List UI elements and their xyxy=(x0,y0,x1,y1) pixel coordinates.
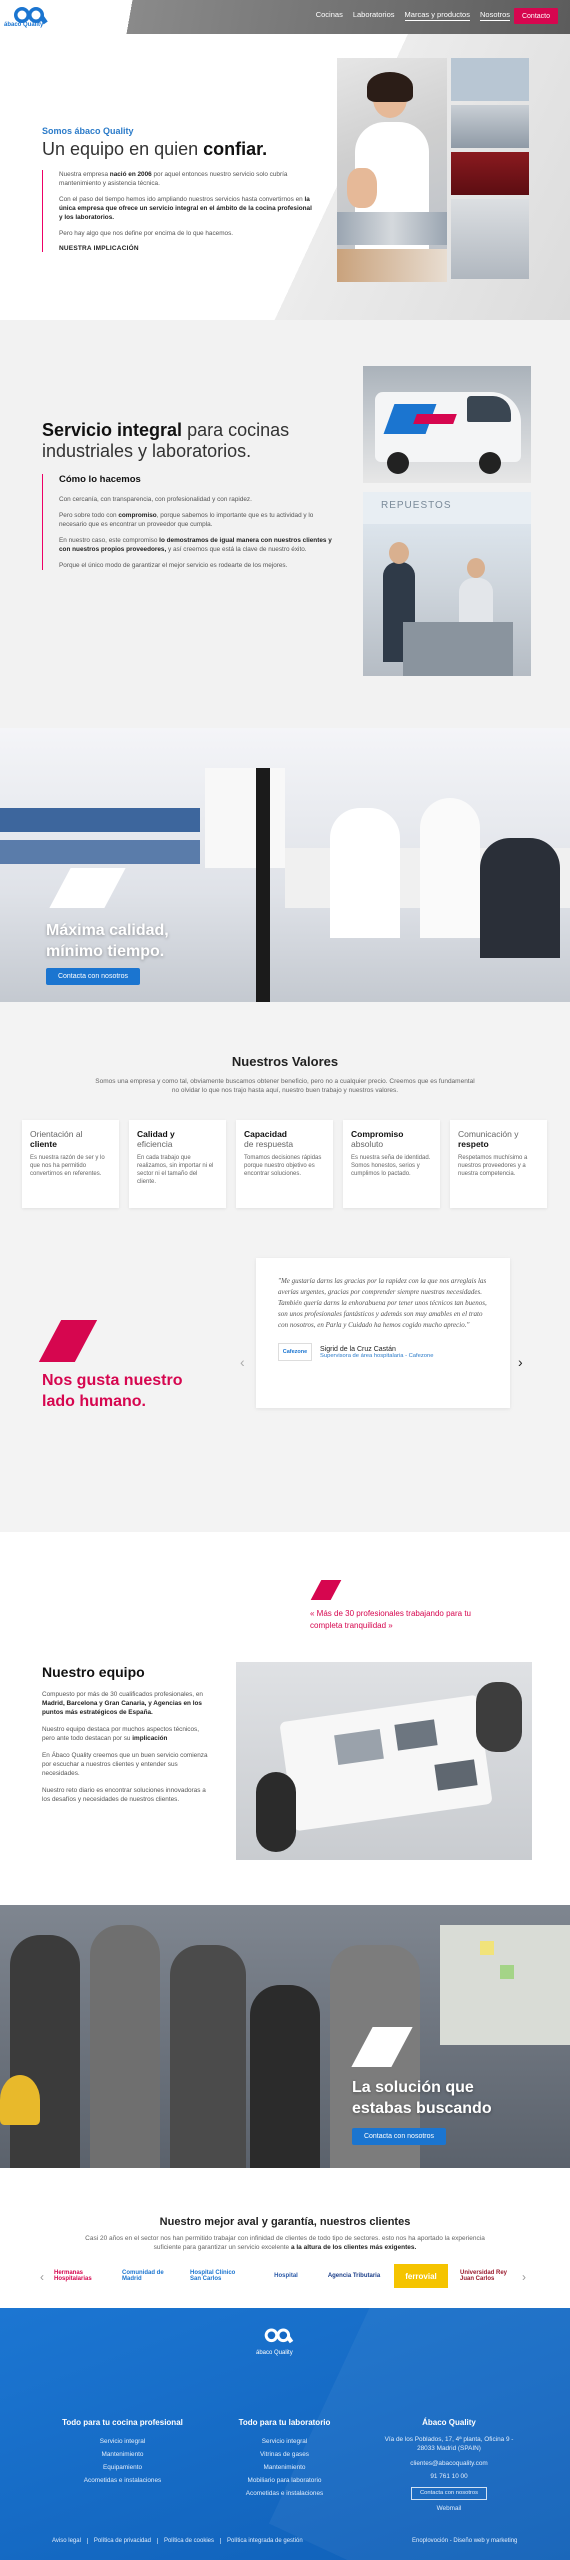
como-title: Cómo lo hacemos xyxy=(59,474,141,485)
site-footer xyxy=(0,2308,570,2560)
equipo-copy xyxy=(42,1664,212,1812)
carousel-next-icon[interactable]: › xyxy=(518,1354,523,1370)
footer-link[interactable]: Equipamiento xyxy=(102,2464,143,2471)
footer-link[interactable]: Servicio integral xyxy=(99,2438,146,2445)
client-logo[interactable]: Comunidad de Madrid xyxy=(122,2270,164,2282)
footer-address-2: 28033 Madrid (SPAIN) xyxy=(417,2445,481,2452)
legal-link[interactable]: Política de cookies xyxy=(158,2538,221,2544)
valor-card xyxy=(22,1120,119,1208)
footer-link[interactable]: Mobiliario para laboratorio xyxy=(247,2477,322,2484)
testimonial-card xyxy=(256,1258,510,1408)
valor-card-title: Calidad y eficiencia xyxy=(137,1129,175,1149)
testimonial-quote: "Me gustaría darns las gracias por la rapidez con la que nos arreglais las averías urgentes, gracias por comprender siempre nuestras necesidades. También quería darns la enhorabuena por tener unos técnicos tan buenos, son unos profesionales fantásticos y además son muy amables en el trato con nosotros, en Parla y Cuidado ha hemos cogido mucho aprecio." xyxy=(278,1277,487,1329)
client-logos xyxy=(54,2264,516,2288)
valor-card-title: Orientación al cliente xyxy=(30,1129,83,1149)
clients-subtitle: Casi 20 años en el sector nos han permitido trabajar con infinidad de clientes de todo tipo de sectores. esto nos ha aportado la experiencia suficiente para garantizar un servicio excelente a la altura de los clientes más exigentes. xyxy=(85,2235,485,2251)
carousel-prev-icon[interactable]: ‹ xyxy=(240,1354,245,1370)
valor-card-title: Compromiso absoluto xyxy=(351,1129,404,1149)
equipo-tagline: « Más de 30 profesionales trabajando para tu completa tranquilidad » xyxy=(310,1609,471,1630)
equipo-paragraph: En Ábaco Quality creemos que un buen servicio comienza por escuchar a nuestros clientes y entender sus necesidades. xyxy=(42,1752,208,1777)
valor-card-text: En cada trabajo que realizamos, sin importar ni el sector ni el tamaño del cliente. xyxy=(137,1155,214,1185)
footer-col-title: Todo para tu laboratorio xyxy=(238,2418,331,2427)
clients-next-icon[interactable]: › xyxy=(522,2270,526,2284)
hero-text-block xyxy=(42,170,312,252)
van-photo xyxy=(363,366,531,483)
banner1-contact-button[interactable]: Contacta con nosotros xyxy=(46,968,140,985)
main-nav xyxy=(316,10,510,21)
servicio-paragraph: Pero sobre todo con compromiso, porque sabemos lo importante que es tu actividad y lo necesario que es encontrar un proveedor que cumpla. xyxy=(59,512,314,528)
servicio-paragraph: Con cercanía, con transparencia, con profesionalidad y con rapidez. xyxy=(59,496,252,503)
hero-paragraph: Nuestra empresa nació en 2006 por aquel entonces nuestro servicio solo cubría mantenimiento y asistencia técnica. xyxy=(59,171,288,187)
valor-card-text: Es nuestra seña de identidad. Somos honestos, serios y cumplimos lo pactado. xyxy=(351,1155,431,1177)
implicacion-link[interactable]: NUESTRA IMPLICACIÓN xyxy=(59,245,139,252)
hero-thumb-team xyxy=(337,212,447,245)
footer-col-title: Todo para tu cocina profesional xyxy=(62,2418,183,2427)
footer-link[interactable]: Mantenimiento xyxy=(263,2464,306,2471)
footer-col-cocina xyxy=(50,2418,195,2487)
servicio-text-block xyxy=(42,474,332,570)
logo-text: ábaco Quality xyxy=(4,22,44,28)
servicio-paragraph: Porque el único modo de garantizar el mejor servicio es rodearte de los mejores. xyxy=(59,562,288,569)
testimonial-author xyxy=(278,1343,488,1361)
hero-thumb-oven xyxy=(451,152,529,195)
hero-thumb-machine xyxy=(451,199,529,279)
meeting-photo xyxy=(236,1662,532,1860)
repuestos-sign: REPUESTOS xyxy=(381,500,452,511)
valor-card xyxy=(129,1120,226,1208)
client-logo[interactable]: Hermanas Hospitalarias xyxy=(54,2270,92,2282)
hero-title: Un equipo en quien confiar. xyxy=(42,139,268,159)
legal-link[interactable]: Política de privacidad xyxy=(88,2538,158,2544)
footer-link[interactable]: Acometidas e instalaciones xyxy=(83,2477,162,2484)
valores-cards xyxy=(22,1120,548,1208)
hero-thumb-staff xyxy=(337,249,447,282)
author-name: Sigrid de la Cruz Castán xyxy=(320,1345,396,1353)
footer-link[interactable]: Vitrinas de gases xyxy=(260,2451,309,2458)
valores-subtitle: Somos una empresa y como tal, obviamente buscamos obtener beneficio, pero no a cualquier precio. Creemos que es fundamental no olvidar lo que nos trajo hasta aquí, nuestro buen trabajo y nuestros valores. xyxy=(95,1078,475,1094)
webmail-link[interactable]: Webmail xyxy=(436,2505,462,2512)
equipo-title: Nuestro equipo xyxy=(42,1664,145,1680)
hero-thumb-lab xyxy=(451,58,529,101)
valor-card xyxy=(236,1120,333,1208)
client-logo[interactable]: Hospital xyxy=(274,2273,298,2279)
banner1-title: Máxima calidad, mínimo tiempo. xyxy=(46,922,169,960)
team-banner xyxy=(0,1905,570,2168)
equipo-paragraph: Nuestro equipo destaca por muchos aspectos técnicos, pero ante todo destacan por su implicación xyxy=(42,1726,200,1742)
footer-logo-text: ábaco Quality xyxy=(256,2350,293,2356)
footer-logo-mark-icon xyxy=(263,2326,307,2348)
footer-link[interactable]: Acometidas e instalaciones xyxy=(245,2490,324,2497)
servicio-paragraph: En nuestro caso, este compromiso lo demostramos de igual manera con nuestros clientes y con nuestros propios proveedores, y así creemos que está la clave de nuestro éxito. xyxy=(59,537,332,553)
footer-address-1: Vía de los Poblados, 17, 4ª planta, Oficina 9 - xyxy=(384,2436,514,2443)
clients-title: Nuestro mejor aval y garantía, nuestros clientes xyxy=(159,2216,411,2228)
valor-card xyxy=(343,1120,440,1208)
footer-col-title: Ábaco Quality xyxy=(422,2418,476,2427)
company-logo: Cafezone xyxy=(278,1343,312,1361)
footer-contact-button[interactable]: Contacta con nosotros xyxy=(411,2487,487,2500)
store-photo xyxy=(363,492,531,676)
nav-item-marcas[interactable]: Marcas y productos xyxy=(404,10,470,19)
nav-item-nosotros[interactable]: Nosotros xyxy=(479,10,510,19)
client-logo[interactable]: Hospital Clínico San Carlos xyxy=(190,2270,236,2282)
nav-item-laboratorios[interactable]: Laboratorios xyxy=(352,10,395,19)
clients-section xyxy=(0,2168,570,2308)
hero-thumb-kitchen xyxy=(451,105,529,148)
footer-col-contacto xyxy=(374,2418,524,2515)
valor-card-text: Respetamos muchísimo a nuestros proveedores y a nuestra competencia. xyxy=(458,1155,528,1177)
valor-card-text: Tomamos decisiones rápidas porque nuestro objetivo es encontrar soluciones. xyxy=(244,1155,322,1177)
equipo-paragraph: Compuesto por más de 30 cualificados profesionales, en Madrid, Barcelona y Gran Canaria, y Agencias en los puntos más estratégicos de España. xyxy=(42,1691,203,1716)
legal-link[interactable]: Política integrada de gestión xyxy=(227,2538,303,2544)
clients-prev-icon[interactable]: ‹ xyxy=(40,2270,44,2284)
valor-card xyxy=(450,1120,547,1208)
hero-paragraph: Con el paso del tiempo hemos ido ampliando nuestros servicios hasta convertirnos en la única empresa que ofrece un servicio integral en el ámbito de la cocina profesional y los laboratorios. xyxy=(59,196,312,221)
office-banner xyxy=(0,728,570,1002)
client-logo[interactable]: Agencia Tributaria xyxy=(327,2273,381,2279)
footer-link[interactable]: Mantenimiento xyxy=(101,2451,144,2458)
contact-button[interactable]: Contacto xyxy=(514,8,558,24)
legal-link[interactable]: Aviso legal xyxy=(46,2538,88,2544)
banner2-title: La solución que estabas buscando xyxy=(352,2079,492,2117)
footer-col-laboratorio xyxy=(212,2418,357,2500)
banner2-contact-button[interactable]: Contacta con nosotros xyxy=(352,2128,446,2145)
servicio-title: Servicio integral para cocinas industriales y laboratorios. xyxy=(42,420,290,461)
hero-eyebrow: Somos ábaco Quality xyxy=(42,126,134,136)
footer-link[interactable]: Servicio integral xyxy=(261,2438,308,2445)
valores-title: Nuestros Valores xyxy=(231,1054,339,1069)
hero-copy xyxy=(42,126,312,252)
client-logo[interactable]: Universidad Rey Juan Carlos xyxy=(460,2270,508,2282)
valores-header xyxy=(0,1054,570,1095)
footer-email[interactable]: clientes@abacoquality.com xyxy=(410,2460,488,2467)
valor-card-title: Comunicación y respeto xyxy=(458,1129,519,1149)
valor-card-title: Capacidad de respuesta xyxy=(244,1129,294,1149)
nav-item-cocinas[interactable]: Cocinas xyxy=(315,10,343,19)
author-role: Supervisora de área hospitalaria - Cafezone xyxy=(320,1352,434,1359)
human-side-heading: Nos gusta nuestro lado humano. xyxy=(42,1372,183,1410)
client-logo[interactable]: ferrovial xyxy=(394,2264,448,2288)
site-header xyxy=(0,0,570,34)
footer-logo[interactable] xyxy=(263,2326,307,2353)
legal-links xyxy=(46,2538,309,2544)
servicio-copy xyxy=(42,420,332,577)
equipo-paragraph: Nuestro reto diario es encontrar soluciones innovadoras a los desafíos y necesidades de nuestros clientes. xyxy=(42,1787,206,1803)
valor-card-text: Es nuestra razón de ser y lo que nos ha permitido convertirnos en referentes. xyxy=(30,1155,105,1177)
footer-phone[interactable]: 91 761 10 00 xyxy=(430,2473,468,2480)
footer-credit[interactable]: Enoplovoción - Diseño web y marketing xyxy=(412,2538,518,2544)
hero-paragraph: Pero hay algo que nos define por encima de lo que hacemos. xyxy=(59,230,234,237)
